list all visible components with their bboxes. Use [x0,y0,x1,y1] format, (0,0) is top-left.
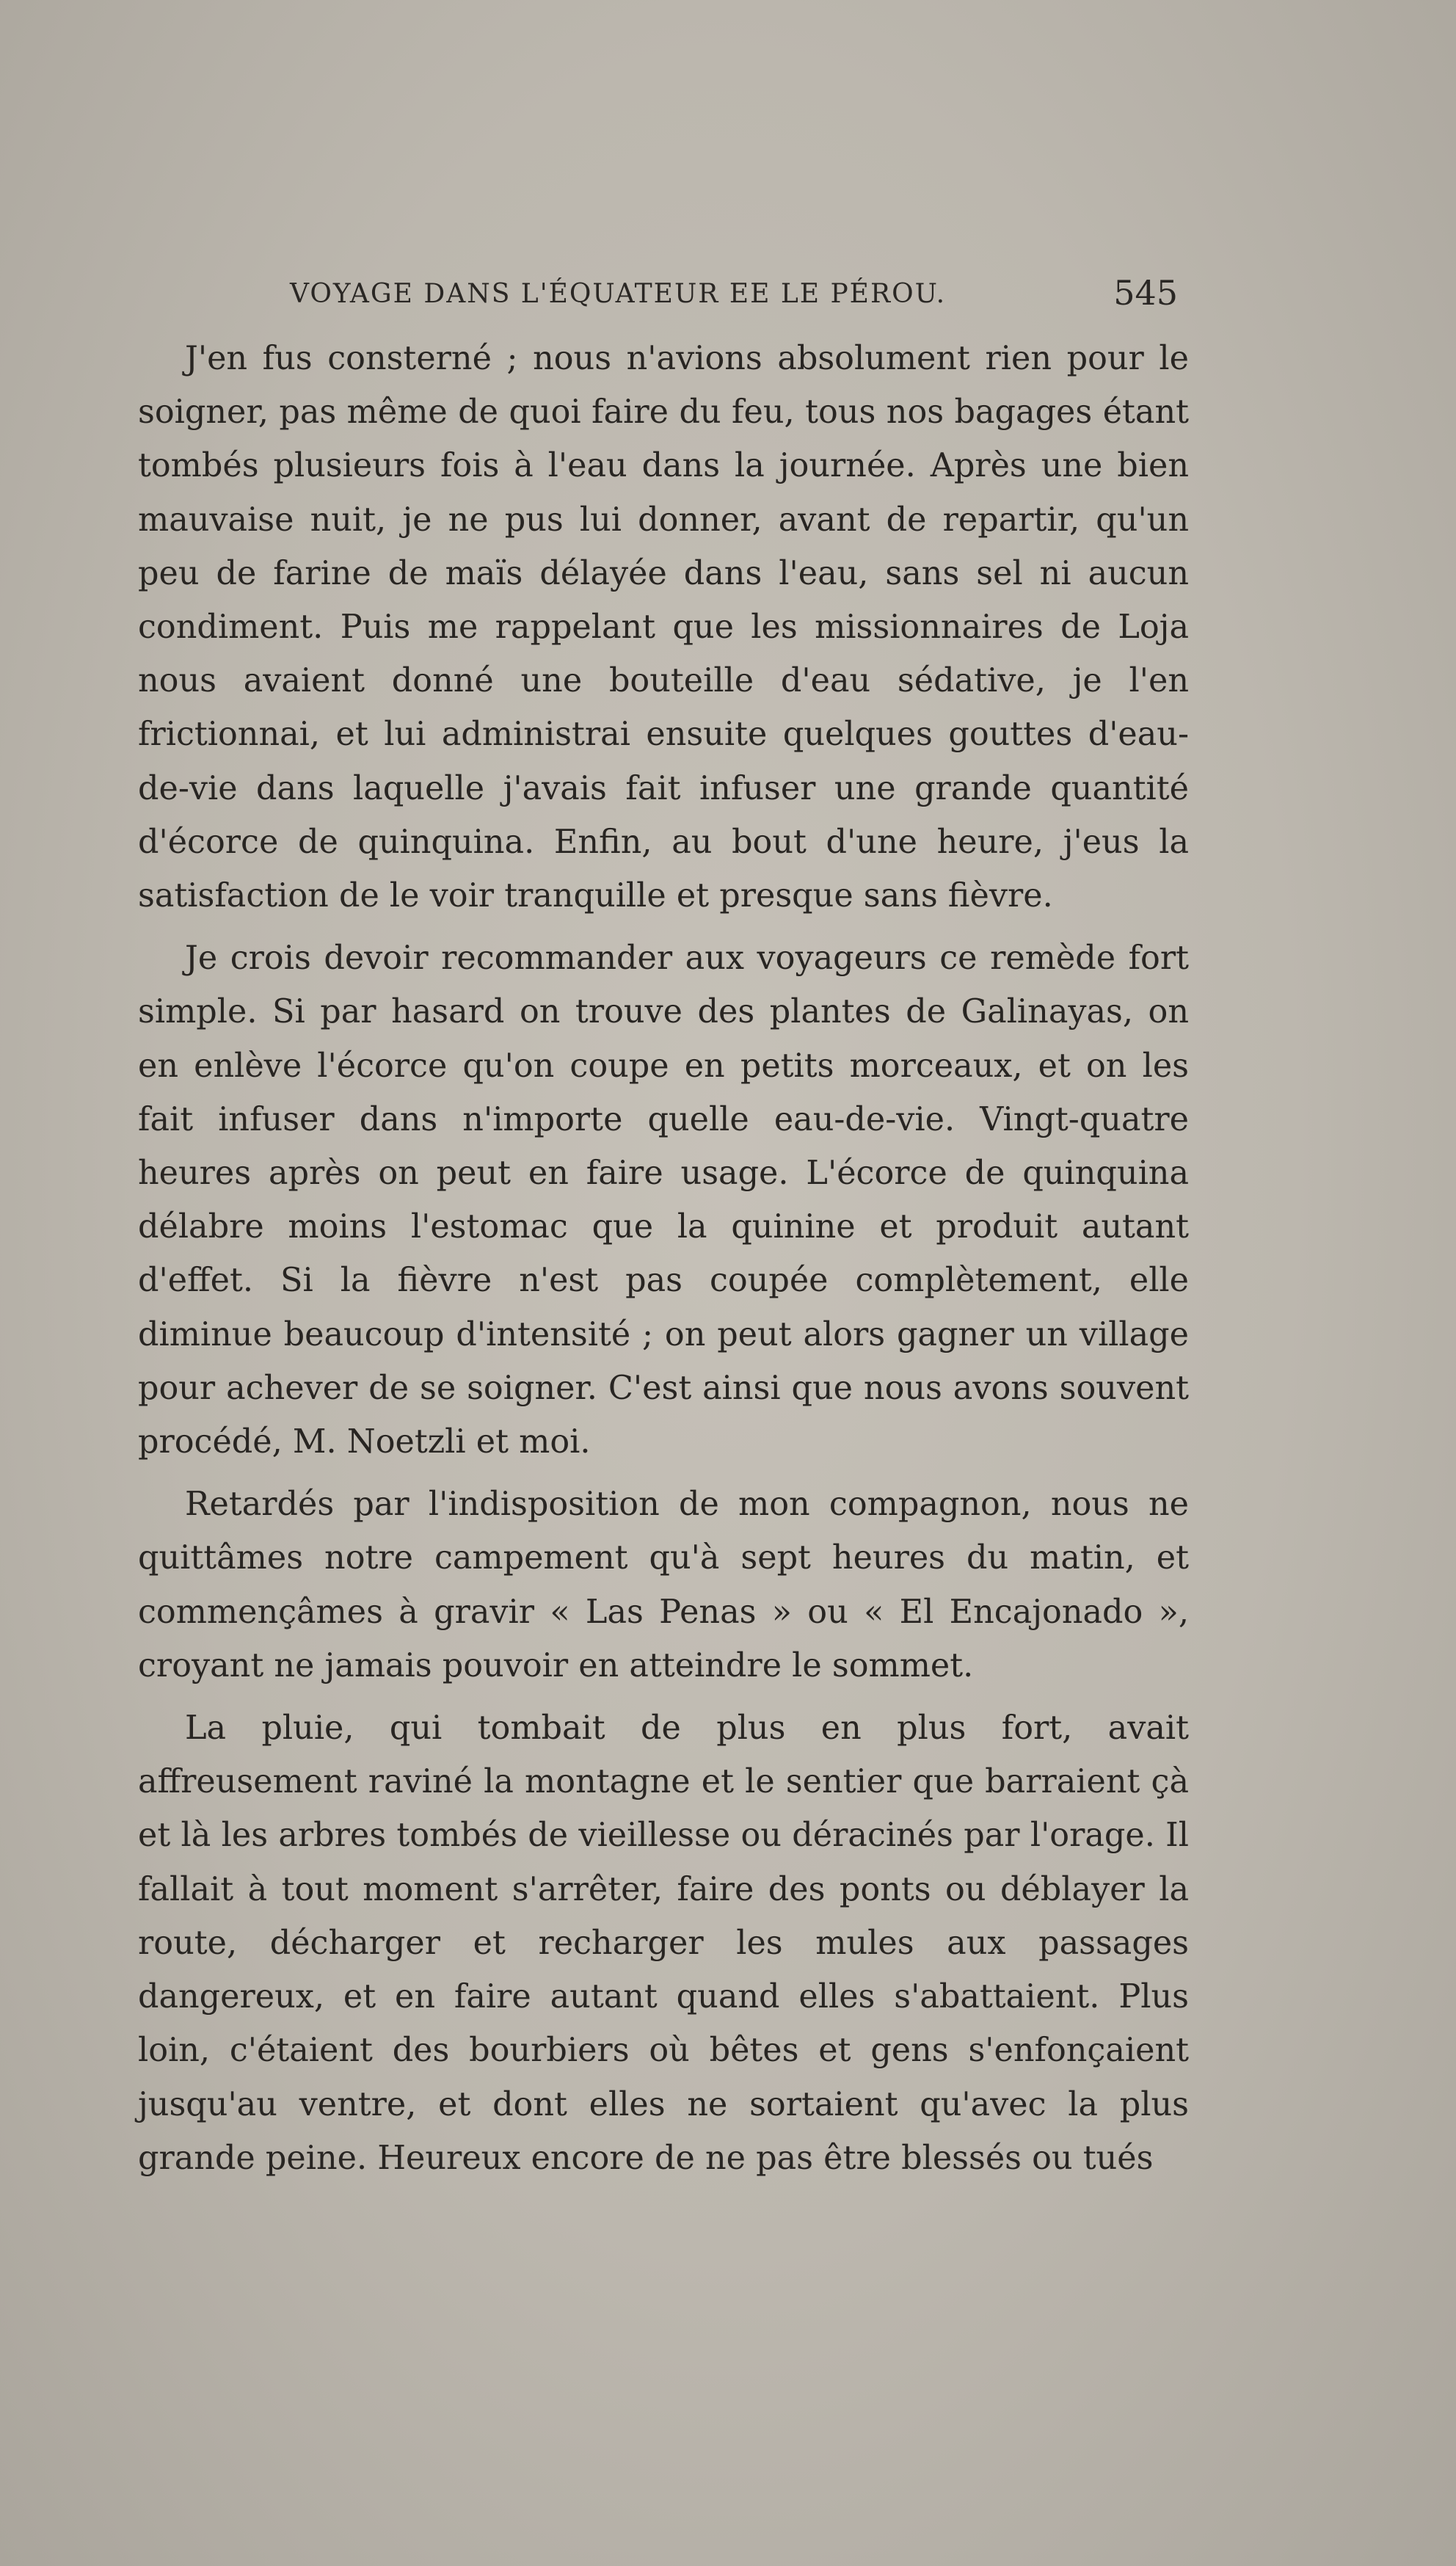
paragraph: Je crois devoir recommander aux voyageurs ce remède fort simple. Si par hasard on trouve des plantes de Galinayas, on en enlève l'écorce qu'on coupe en petits morceaux, et on les fait infuser dans n'importe quelle eau-de-vie. Vingt-quatre heures après on peut en faire usage. L'écorce de quinquina délabre moins l'estomac que la quinine et produit autant d'effet. Si la fièvre n'est pas coupée complètement, elle diminue beaucoup d'intensité ; on peut alors gagner un village pour achever de se soigner. C'est ainsi que nous avons souvent procédé, M. Noetzli et moi. [138,939,1189,1461]
paragraph: La pluie, qui tombait de plus en plus fort, avait affreusement raviné la montagne et le sentier que barraient çà et là les arbres tombés de vieillesse ou déracinés par l'orage. Il fallait à tout moment s'arrêter, faire des ponts ou déblayer la route, décharger et recharger les mules aux passages dangereux, et en faire autant quand elles s'abattaient. Plus loin, c'étaient des bourbiers où bêtes et gens s'enfonçaient jusqu'au ventre, et dont elles ne sortaient qu'avec la plus grande peine. Heureux encore de ne pas être blessés ou tués [138,1709,1189,2177]
running-title: VOYAGE DANS L'ÉQUATEUR EE LE PÉROU. [290,279,947,309]
body-text [138,332,1189,2194]
page-number: 545 [1113,273,1178,313]
paragraph: J'en fus consterné ; nous n'avions absolument rien pour le soigner, pas même de quoi faire du feu, tous nos bagages étant tombés plusieurs fois à l'eau dans la journée. Après une bien mauvaise nuit, je ne pus lui donner, avant de repartir, qu'un peu de farine de maïs délayée dans l'eau, sans sel ni aucun condiment. Puis me rappelant que les missionnaires de Loja nous avaient donné une bouteille d'eau sédative, je l'en frictionnai, et lui administrai ensuite quelques gouttes d'eau-de-vie dans laquelle j'avais fait infuser une grande quantité d'écorce de quinquina. Enfin, au bout d'une heure, j'eus la satisfaction de le voir tranquille et presque sans fièvre. [138,340,1189,915]
paragraph: Retardés par l'indisposition de mon compagnon, nous ne quittâmes notre campement qu'à sept heures du matin, et commençâmes à gravir « Las Penas » ou « El Encajonado », croyant ne jamais pouvoir en atteindre le sommet. [138,1486,1189,1684]
page-header [290,273,1178,324]
